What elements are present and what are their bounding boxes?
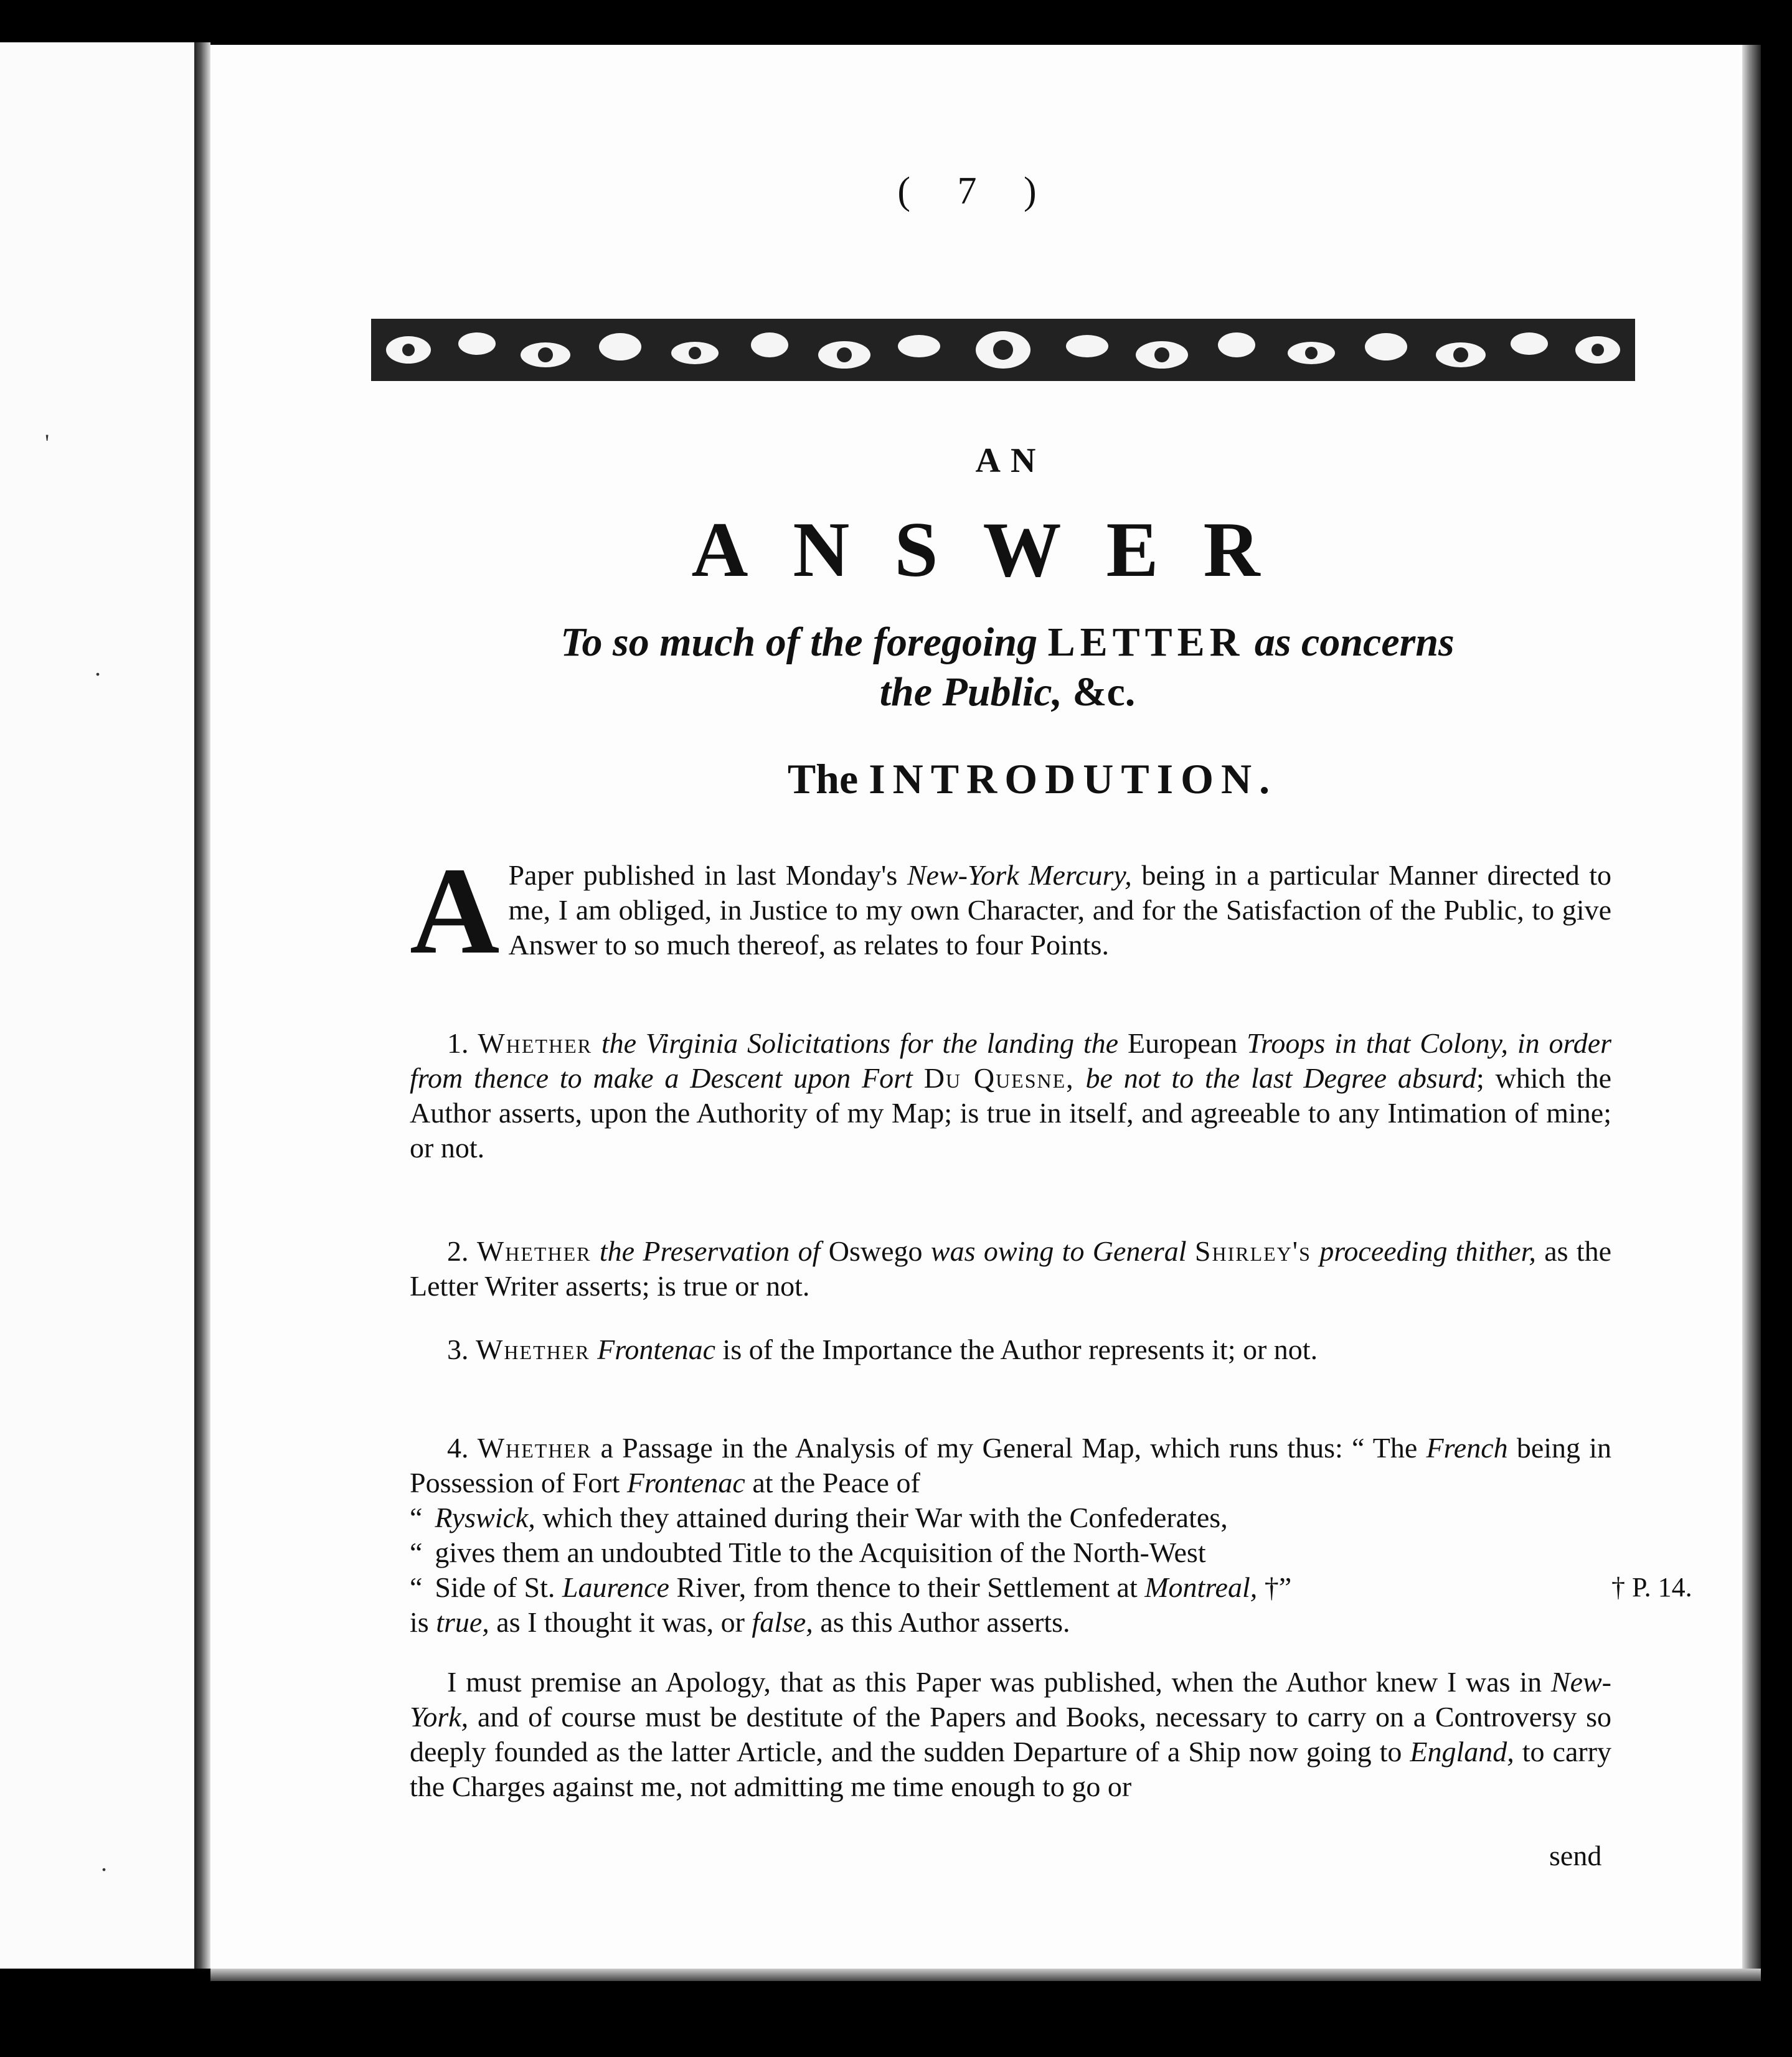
point-number: 3. xyxy=(447,1334,469,1365)
text-run-italic: Frontenac xyxy=(626,1467,745,1499)
point-3 xyxy=(410,1332,1611,1367)
text-run-italic: Troops in that Colony, in order from thence to make a Descent upon Fort xyxy=(410,1027,1612,1094)
quote-mark: “ xyxy=(410,1502,423,1533)
text-run: at the Peace of xyxy=(752,1467,920,1499)
subtitle-part: the Public, xyxy=(879,669,1063,715)
text-run-italic: be not to the last Degree absurd xyxy=(1085,1062,1476,1094)
text-run: gives them an undoubted Title to the Acquisition of the North-West xyxy=(435,1537,1206,1568)
point-number: 2. xyxy=(447,1235,469,1267)
point-number: 1. xyxy=(447,1027,469,1059)
point-lead-word: Whether xyxy=(476,1334,590,1365)
point-lead-word: Whether xyxy=(476,1235,592,1267)
quote-mark: “ xyxy=(410,1571,423,1603)
text-run-italic: the Virginia Solicitations for the landing the xyxy=(601,1027,1119,1059)
subtitle-etc: &c. xyxy=(1072,669,1136,715)
text-run-italic: Frontenac xyxy=(597,1334,716,1365)
title-an: AN xyxy=(975,441,1046,480)
text-run-italic: England, xyxy=(1410,1736,1514,1768)
text-run: Paper published in last Monday's xyxy=(508,859,898,891)
premise-paragraph xyxy=(410,1665,1611,1804)
text-run: which they attained during their War with the Confederates, xyxy=(542,1502,1228,1533)
catchword: send xyxy=(1549,1840,1602,1871)
text-run: ; which the Author asserts, upon the Authority of my Map; is true in itself, and agreeable to any Intimation of mine; or not. xyxy=(410,1062,1612,1164)
text-run: Shirley's xyxy=(1194,1235,1311,1267)
quote-line xyxy=(410,1500,1611,1535)
subtitle xyxy=(385,618,1630,717)
page-edge-bottom xyxy=(210,1969,1761,1981)
point-4 xyxy=(410,1431,1611,1640)
text-run-italic: false, xyxy=(752,1606,813,1638)
quote-line xyxy=(410,1570,1611,1605)
section-heading xyxy=(210,755,1742,804)
ink-speck: . xyxy=(101,1848,107,1876)
point-lead-word: Whether xyxy=(478,1027,592,1059)
opening-paragraph xyxy=(410,842,1612,980)
point-1 xyxy=(410,1026,1611,1165)
quote-line xyxy=(410,1605,1611,1640)
text-run: †” xyxy=(1264,1571,1292,1603)
text-run-italic: French xyxy=(1426,1432,1508,1464)
book-gutter xyxy=(194,42,210,1969)
text-run: being in a particular Manner directed to me, I am obliged, in Justice to my own Character, and for the Satisfaction of the Public, to give Answer to so much thereof, as relates to four Points. xyxy=(508,859,1612,961)
ink-speck: . xyxy=(95,653,101,681)
subtitle-letter: LETTER xyxy=(1047,619,1245,665)
text-run: and of course must be destitute of the Papers and Books, necessary to carry on a Controversy so deeply founded as the latter Article, and the sudden Departure of a Ship now going to xyxy=(410,1701,1612,1768)
page-edge xyxy=(1742,45,1761,1975)
text-run: European xyxy=(1127,1027,1238,1059)
ink-speck: ' xyxy=(45,429,50,457)
text-run-italic: Laurence xyxy=(562,1571,669,1603)
facing-page xyxy=(0,42,194,1969)
point-lead-word: Whether xyxy=(477,1432,592,1464)
text-run: Side of St. xyxy=(435,1571,555,1603)
drop-cap: A xyxy=(410,842,500,980)
decorative-headpiece-ornament xyxy=(371,319,1635,381)
text-run: I must premise an Apology, that as this Paper was published, when the Author knew I was in xyxy=(447,1666,1542,1698)
text-run-italic: proceeding thither, xyxy=(1319,1235,1536,1267)
text-run-italic: New-York Mercury, xyxy=(907,859,1132,891)
text-run-italic: New-York, xyxy=(410,1666,1612,1733)
marginal-note: † P. 14. xyxy=(1611,1572,1692,1603)
subtitle-part: To so much of the foregoing xyxy=(560,619,1038,665)
point-number: 4. xyxy=(447,1432,469,1464)
text-run-italic: was owing to General xyxy=(930,1235,1187,1267)
text-run: as I thought it was, or xyxy=(496,1606,745,1638)
text-run-italic: Montreal, xyxy=(1144,1571,1258,1603)
text-run: as the Letter Writer asserts; is true or not. xyxy=(410,1235,1612,1302)
text-run-italic: Ryswick, xyxy=(435,1502,535,1533)
text-run: a Passage in the Analysis of my General Map, which runs thus: “ The xyxy=(600,1432,1418,1464)
point-2 xyxy=(410,1234,1611,1304)
text-run: Oswego xyxy=(828,1235,923,1267)
text-run: is of the Importance the Author represents it; or not. xyxy=(722,1334,1318,1365)
text-run: Du Quesne, xyxy=(923,1062,1075,1094)
text-run: is xyxy=(410,1606,429,1638)
book-page xyxy=(210,45,1742,1975)
page-number: ( 7 ) xyxy=(897,170,1055,212)
text-run-italic: true, xyxy=(436,1606,489,1638)
heading-article: The xyxy=(787,755,859,803)
text-run: to carry the Charges against me, not admitting me time enough to go or xyxy=(410,1736,1612,1802)
text-run-italic: the Preservation of xyxy=(599,1235,821,1267)
title-answer: ANSWER xyxy=(691,507,1305,593)
quote-line xyxy=(410,1535,1611,1570)
text-run: River, from thence to their Settlement at xyxy=(676,1571,1138,1603)
text-run: as this Author asserts. xyxy=(820,1606,1070,1638)
heading-word: INTRODUTION. xyxy=(869,755,1278,803)
text-run: being in Possession of Fort xyxy=(410,1432,1612,1499)
subtitle-part: as concerns xyxy=(1254,619,1455,665)
quote-mark: “ xyxy=(410,1537,423,1568)
